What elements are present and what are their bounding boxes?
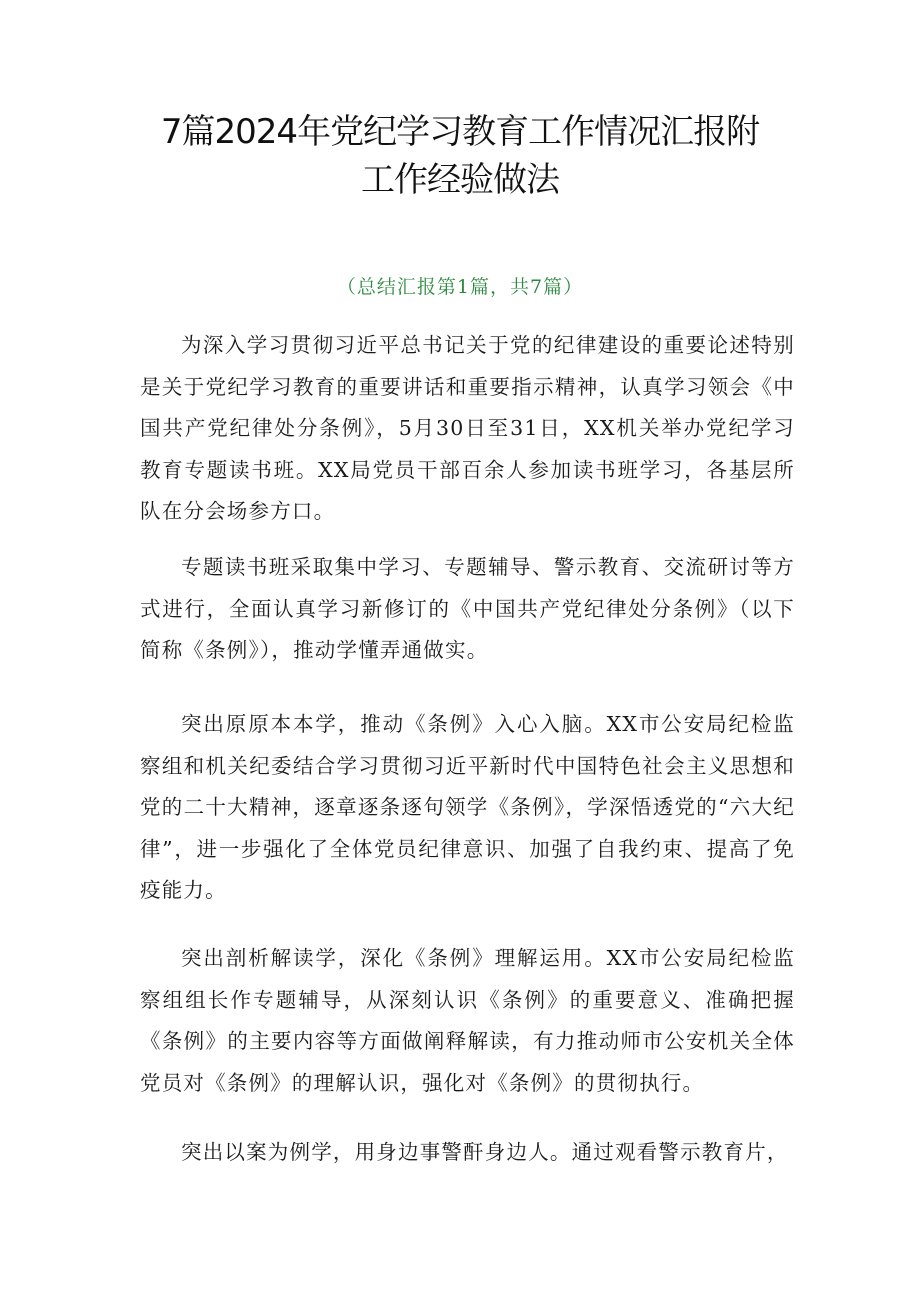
document-subtitle: （总结汇报第1篇，共7篇） (336, 276, 584, 298)
document-title (140, 108, 780, 204)
paragraph-2: 专题读书班采取集中学习、专题辅导、警示教育、交流研讨等方式进行，全面认真学习新修订的《中国共产党纪律处分条例》（以下简称《条例》），推动学懂弄通做实。 (140, 555, 795, 663)
paragraph-1: 为深入学习贯彻习近平总书记关于党的纪律建设的重要论述特别是关于党纪学习教育的重要讲话和重要指示精神，认真学习领会《中国共产党纪律处分条例》，5月30日至31日，XX机关举办党纪学习教育专题读书班。XX局党员干部百余人参加读书班学习，各基层所队在分会场参方口。 (140, 333, 795, 524)
paragraph-4: 突出剖析解读学，深化《条例》理解运用。XX市公安局纪检监察组组长作专题辅导，从深刻认识《条例》的重要意义、准确把握《条例》的主要内容等方面做阐释解读，有力推动师市公安机关全体党员对《条例》的理解认识，强化对《条例》的贯彻执行。 (140, 946, 795, 1095)
title-line-1: 7篇2024年党纪学习教育工作情况汇报附 (160, 112, 760, 152)
paragraph-5: 突出以案为例学，用身边事警酐身边人。通过观看警示教育片， (181, 1140, 789, 1164)
paragraph-3: 突出原原本本学，推动《条例》入心入脑。XX市公安局纪检监察组和机关纪委结合学习贯彻习近平新时代中国特色社会主义思想和党的二十大精神，逐章逐条逐句领学《条例》，学深悟透党的“六大纪律”，进一步强化了全体党员纪律意识、加强了自我约束、提高了免疫能力。 (140, 712, 795, 903)
title-line-2: 工作经验做法 (361, 160, 559, 200)
